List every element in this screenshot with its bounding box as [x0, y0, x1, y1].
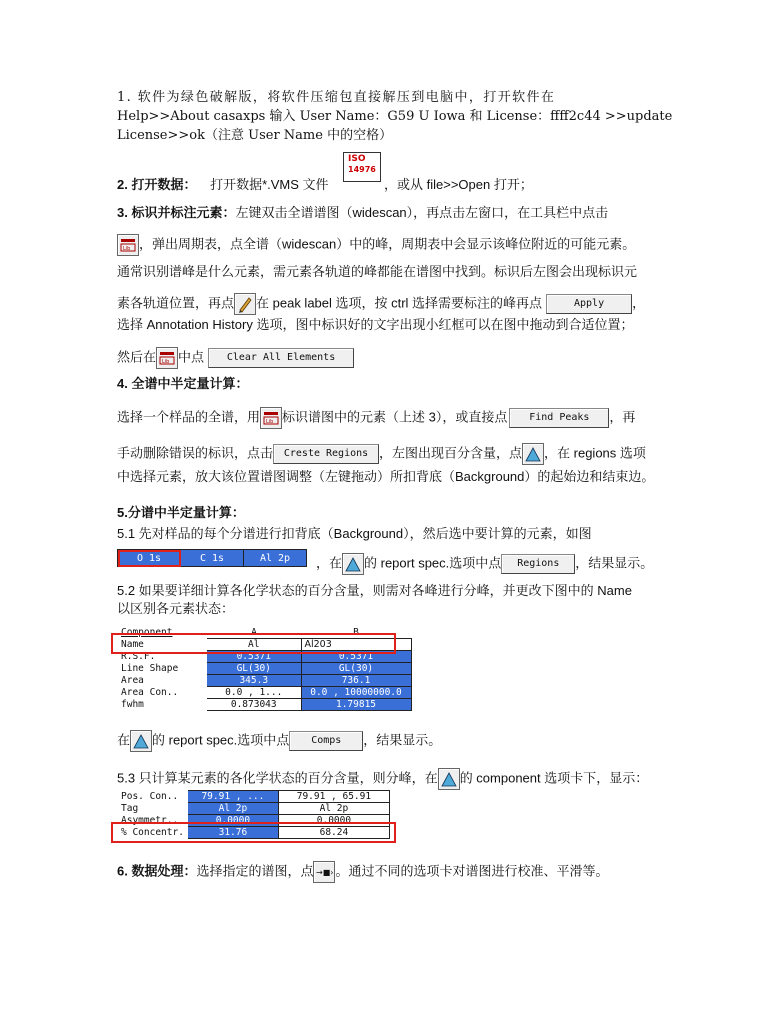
- section-3-line4: [117, 293, 645, 315]
- row-label: Name: [118, 639, 207, 651]
- section-3-line6: [117, 347, 354, 369]
- table-row: [118, 675, 412, 687]
- cell[interactable]: 1.79815: [301, 699, 411, 711]
- row-label: Line Shape: [118, 663, 207, 675]
- section-5-1-text-d: ，结果显示。: [575, 555, 654, 571]
- clear-all-elements-button[interactable]: Clear All Elements: [208, 348, 354, 368]
- tab-al2p[interactable]: Al 2p: [244, 550, 307, 567]
- mini-spectrum-tabs: [117, 549, 307, 569]
- section-5-1-line: 5.1 先对样品的每个分谱进行扣背底（Background），然后选中要计算的元素，如图: [117, 526, 592, 541]
- section-3-text-4b: 在 peak label 选项，按 ctrl 选择需要标注的峰再点: [256, 295, 543, 311]
- section-3-text-2: ，弹出周期表，点全谱（widescan）中的峰，周期表中会显示该峰位附近的可能元素。: [139, 236, 636, 252]
- iso-file-icon[interactable]: [343, 152, 381, 182]
- pencil-icon[interactable]: [234, 293, 256, 315]
- cell[interactable]: 0.0000: [278, 815, 389, 827]
- section-3-text-1: 左键双击全谱谱图（widescan），再点击左窗口，在工具栏中点击: [235, 205, 609, 220]
- regions-button[interactable]: Regions: [501, 554, 575, 574]
- section-5-3-line: [117, 768, 648, 790]
- section-4-line2: [117, 443, 646, 465]
- highlight-concentration-row: [111, 822, 396, 843]
- cell[interactable]: GL(30): [207, 663, 302, 675]
- section-5-3-text-a: 5.3 只计算某元素的各化学状态的百分含量，则分峰，在: [117, 770, 438, 786]
- section-5-2-line1: 5.2 如果要详细计算各化学状态的百分含量，则需对各峰进行分峰，并更改下图中的 Name: [117, 583, 632, 598]
- create-regions-button[interactable]: Creste Regions: [273, 444, 379, 464]
- row-label: Asymmetr..: [118, 815, 188, 827]
- section-4-line1: [117, 407, 635, 429]
- section-6-line: [117, 861, 609, 883]
- p1-line2: Help>>About casaxps 输入 User Name：G59 U Iowa 和 License：ffff2c44 >>update: [117, 109, 673, 124]
- row-label: Pos. Con..: [118, 791, 188, 803]
- section-3-text-4a: 素各轨道位置，再点: [117, 295, 235, 311]
- section-2-text-a: 打开数据*.VMS 文件: [210, 177, 329, 192]
- quantify-icon[interactable]: [522, 443, 544, 465]
- section-4-text-2b: ，左图出现百分含量，点: [379, 445, 523, 461]
- cell[interactable]: 31.76: [187, 827, 278, 839]
- cell[interactable]: 0.0000: [187, 815, 278, 827]
- section-4-text-1c: ，再: [609, 409, 636, 425]
- section-3-line3: 通常识别谱峰是什么元素，需元素各轨道的峰都能在谱图中找到。标识后左图会出现标识元: [117, 264, 638, 279]
- table-row: [118, 687, 412, 699]
- quantify-icon-2[interactable]: [342, 553, 364, 575]
- tab-c1s[interactable]: C 1s: [181, 550, 244, 567]
- cell[interactable]: 79.91 , 65.91: [278, 791, 389, 803]
- section-4-line3: 中选择元素，放大该位置谱图调整（左键拖动）所扣背底（Background）的起始边和结束边。: [117, 469, 655, 484]
- cell[interactable]: 0.0 , 10000000.0: [301, 687, 411, 699]
- svg-text:Lib: Lib: [162, 359, 170, 365]
- highlight-name-row: [111, 633, 396, 654]
- periodic-table-icon-2[interactable]: [156, 347, 178, 369]
- row-label: Area: [118, 675, 207, 687]
- svg-text:Lib: Lib: [266, 419, 274, 425]
- section-6-text-a: 选择指定的谱图，点: [196, 863, 314, 879]
- table-header-component: Component: [118, 627, 207, 639]
- periodic-table-icon[interactable]: [117, 234, 139, 256]
- section-6-heading: 6. 数据处理：: [117, 863, 197, 879]
- section-3-line2: [117, 234, 635, 256]
- section-4-text-1a: 选择一个样品的全谱，用: [117, 409, 261, 425]
- cell[interactable]: 0.5371: [301, 651, 411, 663]
- section-3-heading: 3. 标识并标注元素：: [117, 205, 236, 220]
- row-label: Tag: [118, 803, 188, 815]
- cell[interactable]: GL(30): [301, 663, 411, 675]
- section-2-text-b: ，或从 file>>Open 打开；: [384, 177, 533, 192]
- section-6-text-b: 。通过不同的选项卡对谱图进行校准、平滑等。: [335, 863, 609, 879]
- cell[interactable]: 345.3: [207, 675, 302, 687]
- section-3-line1: [117, 204, 608, 222]
- section-5-heading: 5.分谱中半定量计算：: [117, 505, 245, 520]
- section-5-2-line2: 以区别各元素状态：: [117, 601, 235, 616]
- table-header-b: B: [301, 627, 411, 639]
- section-4-heading: 4. 全谱中半定量计算：: [117, 376, 249, 391]
- processing-icon[interactable]: [313, 861, 335, 883]
- cell[interactable]: 0.0 , 1...: [207, 687, 302, 699]
- svg-text:Lib: Lib: [123, 246, 131, 252]
- row-label: R.S.F.: [118, 651, 207, 663]
- section-3-text-4c: ，: [632, 295, 646, 311]
- section-5-2-text-d: 的 report spec.选项中点: [152, 732, 290, 748]
- svg-text:→■›: →■›: [316, 868, 334, 877]
- apply-button[interactable]: Apply: [546, 294, 632, 314]
- section-2-heading: 2. 打开数据：: [117, 177, 197, 192]
- section-3-text-6a: 然后在: [117, 349, 157, 365]
- periodic-table-icon-3[interactable]: [260, 407, 282, 429]
- row-label: % Concentr.: [118, 827, 188, 839]
- quantify-icon-4[interactable]: [438, 768, 460, 790]
- iso-icon-label: ISO: [348, 154, 366, 164]
- quantify-icon-3[interactable]: [130, 730, 152, 752]
- comps-button[interactable]: Comps: [289, 731, 363, 751]
- table-header-a: A: [207, 627, 302, 639]
- cell[interactable]: 0.5371: [207, 651, 302, 663]
- cell-name-a[interactable]: Al: [207, 639, 302, 651]
- section-4-text-1b: 标识谱图中的元素（上述 3），或直接点: [282, 409, 508, 425]
- table-row: [118, 699, 412, 711]
- section-4-text-2c: ，在 regions 选项: [544, 445, 646, 461]
- p1-line1: 1. 软件为绿色破解版，将软件压缩包直接解压到电脑中，打开软件在: [117, 90, 556, 105]
- section-2: [117, 176, 329, 194]
- cell[interactable]: 79.91 , ...: [187, 791, 278, 803]
- section-5-2-text-e: ，结果显示。: [363, 732, 442, 748]
- table-row: [118, 663, 412, 675]
- cell[interactable]: Al 2p: [187, 803, 278, 815]
- section-5-1-text-b: ，在: [316, 555, 343, 571]
- row-label: fwhm: [118, 699, 207, 711]
- section-5-2-line3: [117, 730, 441, 752]
- cell[interactable]: 0.873043: [207, 699, 302, 711]
- table-row: [118, 791, 390, 803]
- section-5-3-text-b: 的 component 选项卡下，显示：: [459, 770, 649, 786]
- cell[interactable]: 736.1: [301, 675, 411, 687]
- section-5-2-text-c: 在: [117, 732, 131, 748]
- section-4-text-2a: 手动删除错误的标识，点击: [117, 445, 274, 461]
- section-3-line5: 选择 Annotation History 选项，图中标识好的文字出现小红框可以在图中拖动到合适位置；: [117, 317, 634, 332]
- row-label: Area Con..: [118, 687, 207, 699]
- cell[interactable]: 68.24: [278, 827, 389, 839]
- cell-name-b[interactable]: Al203: [301, 639, 411, 651]
- p1-line3: License>>ok（注意 User Name 中的空格）: [117, 128, 393, 143]
- tab-o1s[interactable]: O 1s: [118, 550, 181, 567]
- table-row: [118, 803, 390, 815]
- find-peaks-button[interactable]: Find Peaks: [509, 408, 609, 428]
- section-5-1-text-c: 的 report spec.选项中点: [364, 555, 502, 571]
- cell[interactable]: Al 2p: [278, 803, 389, 815]
- section-3-text-6b: 中点: [178, 349, 205, 365]
- section-5-1-line-b: [316, 553, 653, 575]
- iso-icon-number: 14976: [348, 165, 376, 174]
